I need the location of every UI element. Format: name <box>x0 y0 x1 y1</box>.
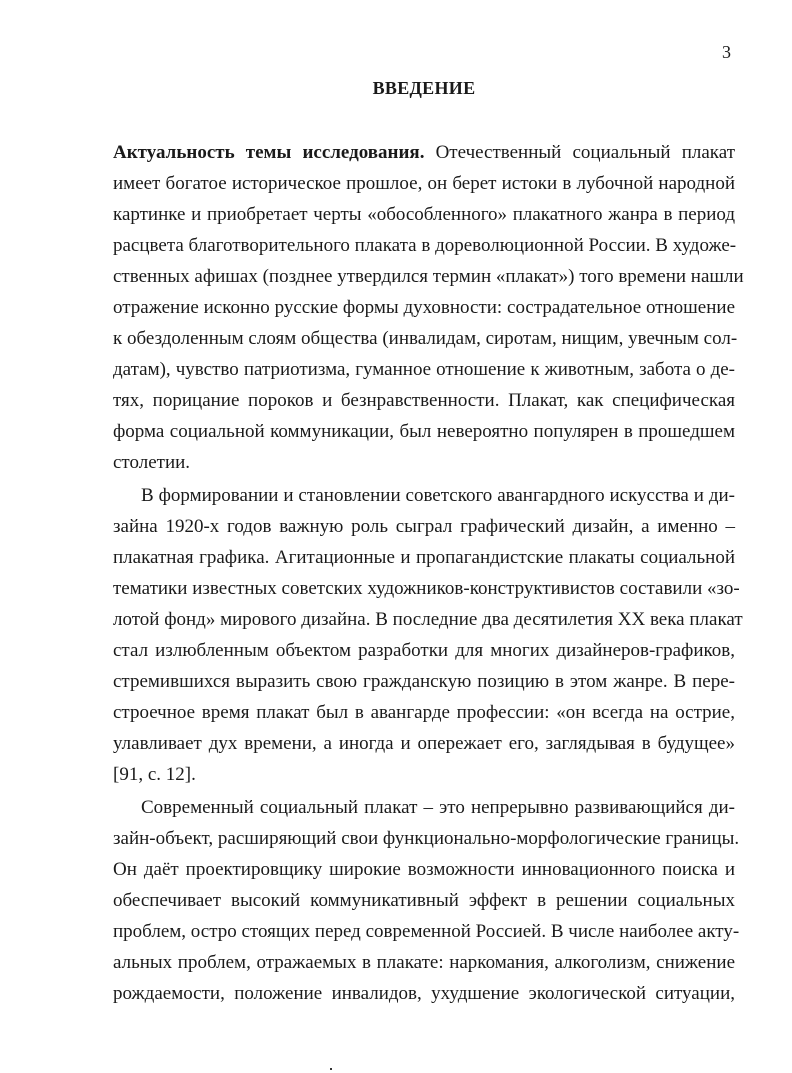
paragraph-3-line: зайн-объект, расширяющий свои функционально-морфологические границы. <box>113 828 740 849</box>
paragraph-1-line: форма социальной коммуникации, был невероятно популярен в прошедшем <box>113 421 735 442</box>
page-number: 3 <box>722 42 731 62</box>
paragraph-3-line: Он даёт проектировщику широкие возможности инновационного поиска и <box>113 859 735 880</box>
paragraph-1-line: к обездоленным слоям общества (инвалидам, сиротам, нищим, увечным сол- <box>113 328 738 349</box>
paragraph-1-line: ственных афишах (позднее утвердился термин «плакат») того времени нашли <box>113 266 744 287</box>
paragraph-3-line: рождаемости, положение инвалидов, ухудшение экологической ситуации, <box>113 983 735 1004</box>
paragraph-2-line: стремившихся выразить свою гражданскую позицию в этом жанре. В пере- <box>113 671 735 692</box>
paragraph-3-line: Современный социальный плакат – это непрерывно развивающийся ди- <box>141 797 735 818</box>
paragraph-2-line: зайна 1920-х годов важную роль сыграл графический дизайн, а именно – <box>113 516 735 537</box>
paragraph-3-line: альных проблем, отражаемых в плакате: наркомания, алкоголизм, снижение <box>113 952 735 973</box>
paragraph-2-line: В формировании и становлении советского авангардного искусства и ди- <box>141 485 735 506</box>
section-heading: ВВЕДЕНИЕ <box>372 78 476 98</box>
paragraph-3-line: обеспечивает высокий коммуникативный эффект в решении социальных <box>113 890 735 911</box>
paragraph-3-line: проблем, остро стоящих перед современной Россией. В числе наиболее акту- <box>113 921 740 942</box>
paragraph-1-line: расцвета благотворительного плаката в дореволюционной России. В художе- <box>113 235 737 256</box>
paragraph-lead: Актуальность темы исследования. <box>113 142 425 163</box>
paragraph-1-line: тях, порицание пороков и безнравственности. Плакат, как специфическая <box>113 390 735 411</box>
paragraph-1-line: датам), чувство патриотизма, гуманное отношение к животным, забота о де- <box>113 359 735 380</box>
paragraph-2-line: улавливает дух времени, а иногда и опережает его, заглядывая в будущее» <box>113 733 735 754</box>
paragraph-1-line: картинке и приобретает черты «обособленного» плакатного жанра в период <box>113 204 735 225</box>
paragraph-2-line: тематики известных советских художников-конструктивистов составили «зо- <box>113 578 740 599</box>
paragraph-1-first-rest: Отечественный социальный плакат <box>424 142 735 163</box>
paragraph-2-line: строечное время плакат был в авангарде профессии: «он всегда на острие, <box>113 702 735 723</box>
paragraph-2-line: плакатная графика. Агитационные и пропагандистские плакаты социальной <box>113 547 735 568</box>
paragraph-2-line: лотой фонд» мирового дизайна. В последние два десятилетия XX века плакат <box>113 609 743 630</box>
paragraph-1-line-1 <box>113 142 735 164</box>
paragraph-1-line: отражение исконно русские формы духовности: сострадательное отношение <box>113 297 735 318</box>
paragraph-2-line: [91, с. 12]. <box>113 764 196 785</box>
paragraph-1-line: имеет богатое историческое прошлое, он берет истоки в лубочной народной <box>113 173 735 194</box>
paragraph-1-line: столетии. <box>113 452 191 473</box>
paragraph-2-line: стал излюбленным объектом разработки для многих дизайнеров-графиков, <box>113 640 735 661</box>
scan-speck <box>330 1068 332 1070</box>
